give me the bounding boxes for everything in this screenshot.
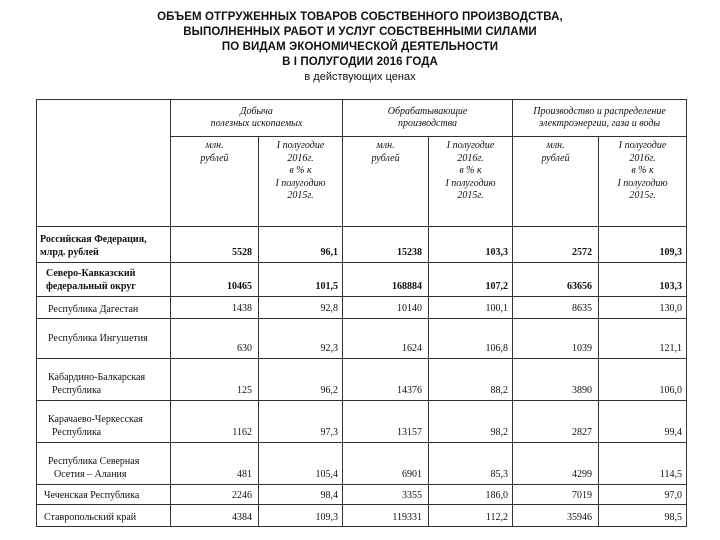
value-cell: 481	[171, 443, 259, 485]
subtitle: в действующих ценах	[304, 71, 416, 83]
sub-header-line: рублей	[200, 152, 229, 164]
value-cell: 3890	[513, 359, 599, 401]
sub-header-pct	[429, 137, 513, 227]
group-header-line: производства	[398, 118, 457, 129]
value-cell: 92,8	[259, 297, 343, 319]
sub-header-line: 2015г.	[629, 190, 656, 201]
sub-header-line: I полугодию	[617, 177, 668, 189]
value-cell: 2572	[513, 227, 599, 263]
table-row	[37, 263, 687, 297]
region-name-line: Северо-Кавказский	[46, 268, 136, 279]
group-header-utilities	[513, 100, 687, 137]
value-cell: 10140	[343, 297, 429, 319]
value-cell: 96,2	[259, 359, 343, 401]
value-cell: 98,4	[259, 485, 343, 505]
value-cell: 85,3	[429, 443, 513, 485]
value-cell: 14376	[343, 359, 429, 401]
value-cell: 7019	[513, 485, 599, 505]
value-cell: 5528	[171, 227, 259, 263]
value-cell: 13157	[343, 401, 429, 443]
table-row	[37, 359, 687, 401]
sub-header-line: I полугодию	[445, 177, 496, 189]
value-cell: 1438	[171, 297, 259, 319]
value-cell: 105,4	[259, 443, 343, 485]
sub-header-abs	[513, 137, 599, 227]
region-name-line: Республика Дагестан	[48, 304, 139, 315]
value-cell: 99,4	[599, 401, 687, 443]
region-name-line: Республика Северная	[48, 456, 140, 467]
sub-header-line: I полугодию	[275, 177, 326, 189]
value-cell: 6901	[343, 443, 429, 485]
sub-header-line: 2016г.	[457, 152, 484, 164]
table-row	[37, 485, 687, 505]
value-cell: 98,5	[599, 505, 687, 527]
value-cell: 107,2	[429, 263, 513, 297]
production-table	[36, 99, 687, 527]
title-block	[0, 10, 720, 85]
value-cell: 8635	[513, 297, 599, 319]
group-header-line: Обрабатывающие	[387, 106, 468, 117]
region-name-line: Осетия – Алания	[54, 469, 127, 480]
table-row	[37, 227, 687, 263]
region-name-line: Республика Ингушетия	[48, 333, 148, 344]
sub-header-line: 2015г.	[287, 190, 314, 201]
value-cell: 97,3	[259, 401, 343, 443]
value-cell: 63656	[513, 263, 599, 297]
group-header-mining	[171, 100, 343, 137]
value-cell: 186,0	[429, 485, 513, 505]
value-cell: 1039	[513, 319, 599, 359]
value-cell: 3355	[343, 485, 429, 505]
region-name-line: Кабардино-Балкарская	[48, 372, 146, 383]
value-cell: 168884	[343, 263, 429, 297]
value-cell: 92,3	[259, 319, 343, 359]
group-header-manufacturing	[343, 100, 513, 137]
group-header-line: Производство и распределение	[533, 106, 666, 117]
group-header-line: Добыча	[240, 106, 273, 117]
sub-header-line: 2015г.	[457, 190, 484, 201]
table-row	[37, 443, 687, 485]
region-cell	[37, 263, 171, 297]
sub-header-abs	[343, 137, 429, 227]
sub-header-line: млн.	[205, 140, 224, 151]
sub-header-line: I полугодие	[618, 140, 667, 151]
value-cell: 101,5	[259, 263, 343, 297]
group-header-line: электроэнергии, газа и воды	[538, 118, 661, 129]
sub-header-line: млн.	[376, 140, 395, 151]
title-line: ОБЪЕМ ОТГРУЖЕННЫХ ТОВАРОВ СОБСТВЕННОГО ПРОИЗВОДСТВА,	[157, 11, 563, 23]
sub-header-line: в % к	[631, 165, 654, 176]
value-cell: 4299	[513, 443, 599, 485]
sub-header-abs	[171, 137, 259, 227]
region-name-line: Республика	[52, 427, 102, 438]
value-cell: 88,2	[429, 359, 513, 401]
sub-header-line: рублей	[541, 152, 570, 164]
title-line: ВЫПОЛНЕННЫХ РАБОТ И УСЛУГ СОБСТВЕННЫМИ СИЛАМИ	[183, 26, 537, 38]
value-cell: 103,3	[429, 227, 513, 263]
region-cell	[37, 297, 171, 319]
value-cell: 100,1	[429, 297, 513, 319]
region-cell	[37, 443, 171, 485]
table-row	[37, 401, 687, 443]
region-cell	[37, 359, 171, 401]
value-cell: 10465	[171, 263, 259, 297]
region-name-line: федеральный округ	[46, 281, 136, 292]
value-cell: 125	[171, 359, 259, 401]
sub-header-line: 2016г.	[629, 152, 656, 164]
value-cell: 106,0	[599, 359, 687, 401]
region-name-line: Карачаево-Черкесская	[48, 414, 143, 425]
value-cell: 1624	[343, 319, 429, 359]
value-cell: 97,0	[599, 485, 687, 505]
table-row	[37, 505, 687, 527]
region-name-line: Ставропольский край	[44, 512, 137, 523]
value-cell: 1162	[171, 401, 259, 443]
sub-header-line: млн.	[546, 140, 565, 151]
value-cell: 114,5	[599, 443, 687, 485]
value-cell: 15238	[343, 227, 429, 263]
region-cell	[37, 227, 171, 263]
region-name-line: Российская Федерация,	[40, 234, 147, 245]
region-cell	[37, 319, 171, 359]
value-cell: 103,3	[599, 263, 687, 297]
value-cell: 2246	[171, 485, 259, 505]
value-cell: 106,8	[429, 319, 513, 359]
sub-header-line: I полугодие	[446, 140, 495, 151]
value-cell: 35946	[513, 505, 599, 527]
sub-header-line: в % к	[289, 165, 312, 176]
sub-header-line: I полугодие	[276, 140, 325, 151]
region-cell	[37, 485, 171, 505]
value-cell: 630	[171, 319, 259, 359]
region-cell	[37, 505, 171, 527]
region-name-line: Республика	[52, 385, 102, 396]
sub-header-line: в % к	[459, 165, 482, 176]
value-cell: 109,3	[259, 505, 343, 527]
region-name-line: Чеченская Республика	[44, 490, 140, 501]
value-cell: 96,1	[259, 227, 343, 263]
value-cell: 109,3	[599, 227, 687, 263]
table-row	[37, 319, 687, 359]
value-cell: 130,0	[599, 297, 687, 319]
region-name-line: млрд. рублей	[40, 247, 99, 258]
value-cell: 119331	[343, 505, 429, 527]
group-header-line: полезных ископаемых	[210, 118, 303, 129]
table-row	[37, 297, 687, 319]
value-cell: 98,2	[429, 401, 513, 443]
value-cell: 121,1	[599, 319, 687, 359]
sub-header-pct	[259, 137, 343, 227]
sub-header-line: рублей	[371, 152, 400, 164]
title-line: В I ПОЛУГОДИИ 2016 ГОДА	[282, 56, 438, 68]
sub-header-line: 2016г.	[287, 152, 314, 164]
group-header-row	[37, 100, 687, 137]
region-cell	[37, 401, 171, 443]
value-cell: 4384	[171, 505, 259, 527]
sub-header-pct	[599, 137, 687, 227]
value-cell: 112,2	[429, 505, 513, 527]
title-line: ПО ВИДАМ ЭКОНОМИЧЕСКОЙ ДЕЯТЕЛЬНОСТИ	[221, 41, 499, 53]
region-header-cell	[37, 100, 171, 227]
value-cell: 2827	[513, 401, 599, 443]
